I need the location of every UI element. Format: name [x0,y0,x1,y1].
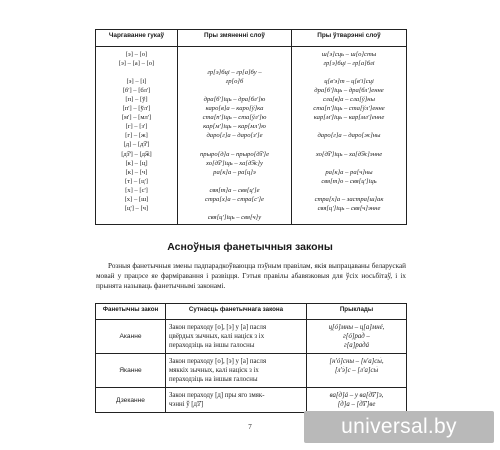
example-line: [н'ó]сны – [н'а]сы́, [329,358,384,366]
table-row [96,354,407,388]
alternation-cell: [ц'] – [ч] [124,204,149,212]
inflection-example [180,50,289,59]
watermark: universal.by [304,411,494,443]
alternation-cell: [п'] – [ўл'] [122,105,151,113]
derivation-example: сла[в]а – сла[ў]ны [322,96,376,104]
derivation-example [294,159,404,168]
alternation-column [96,47,178,225]
law-examples [307,388,407,413]
alternation-cell: [т] – [ц'] [125,177,148,185]
inflection-example: гр[о]б [225,78,244,86]
table-row [96,320,407,354]
inflection-example: ра[к]а – ра[ц]э [213,168,256,176]
alternation-cell: [б'] – [бл'] [122,87,151,95]
derivation-example: кар[м']іць – кар[мл']енне [313,114,385,122]
alternation-cell: [д͡з'] – [д͡ж] [121,150,152,158]
derivation-example: свя[т]о – свя[ц']іць [321,177,377,185]
derivation-example [294,186,404,195]
essence-line: Закон пераходу [о], [э] у [а] пасля [169,324,267,331]
inflection-example: гр[э]бці – гр[а]бу – [207,69,262,77]
alternation-cell: [д] – [д͡з'] [123,141,150,149]
header-law: Фанетычны закон [96,304,166,320]
alternation-cell: [м'] – [мл'] [121,114,152,122]
alternation-cell: [г] – [ж] [125,132,148,140]
table-header-row [96,30,407,47]
derivation-example [294,68,404,77]
derivation-example: ш[э]сць – ш[о]сты [321,51,377,58]
intro-paragraph: Розныя фанетычныя змены падпарадкоўваюцца пэўным правілам, якія выпрацаваны беларускай мовай у працэсе яе фарміравання і развіцця. Гэтыя правілы абавязковыя для ўсіх носьбітаў, і іх прынята называць фанетычнымі законамі. [96,262,406,290]
inflection-example: свя[ц']іць – свя[ч]у [207,213,262,221]
example-line: ц[ó]мны – ц[а]мнé, [328,324,385,331]
alternation-cell: [г] – [з'] [125,123,148,131]
example-line: ва[д]á – у ва[д͡з']э, [329,392,384,400]
inflection-example: свя[т]а – свя[ц']е [209,186,260,194]
inflection-example [180,59,289,68]
inflection-example [180,140,289,149]
law-name: Дзеканне [96,388,166,413]
inflection-example [180,177,289,186]
alternation-cell: [э] – [о] [125,51,148,58]
header-essence: Сутнасць фанетычнага закона [166,304,307,320]
law-name: Яканне [96,354,166,388]
derivation-example: дра[б']іць – дра[бл']енне [314,87,384,95]
inflection-example: кар[м']іць – кар[мл']ю [203,123,266,131]
alternation-cell: [х] – [с'] [125,186,148,194]
inflection-example: прыро[д]а – прыро[д͡з']е [199,150,270,158]
sound-alternation-table [95,29,407,225]
header-examples: Прыклады [307,304,407,320]
alternation-cell: [э] – [і] [126,78,147,86]
derivation-example [294,122,404,131]
alternation-cell: [к] – [ч] [125,168,148,176]
alternation-cell: [к] – [ц] [125,159,148,167]
section-title: Асноўныя фанетычныя законы [167,241,333,253]
inflection-example: дра[б']іць – дра[бл']ю [203,96,266,104]
essence-line: Закон пераходу [о], [э] у [а] пасля [169,358,267,366]
header-inflection: Пры змяненні слоў [178,30,292,47]
essence-line: Закон пераходу [д] пры яго змяк- [169,392,265,400]
alternation-cell [98,68,175,77]
phonetic-laws-table [95,303,407,413]
table-body-row [96,47,407,225]
inflection-example: даро[г]а – даро[з']е [206,132,263,140]
inflection-example: ста[п']іць – ста[ўл']ю [202,114,267,122]
inflection-example [180,204,289,213]
derivation-example: стра[х]а – застра[ш]ак [314,195,384,203]
derivation-example: ц[в'э]т – ц[в'і]сці [324,78,374,86]
inflection-example: стра[х]а – стра[с']е [205,195,264,203]
derivation-example: ста[п']іць – ста[ўл']енне [313,105,385,113]
law-essence [166,354,307,388]
law-essence [166,320,307,354]
law-examples [307,354,407,388]
derivation-example: свя[ц']іць – свя[ч]энне [317,204,381,212]
essence-line: чэнні ў [д͡з'] [169,401,204,409]
inflection-column [178,47,292,225]
example-line: г[а]радá [344,342,369,350]
header-alternation: Чаргаванне гукаў [96,30,178,47]
inflection-example [180,86,289,95]
law-name: Аканне [96,320,166,354]
derivation-example: хо[д͡з']іць – ха[д͡ж]энне [315,150,383,158]
essence-line: цвёрдых зычных, калі націск з іх [169,333,265,341]
derivation-example: даро[г]а – даро[ж]ны [317,132,381,140]
example-line: г[ó]рад – [343,333,370,341]
derivation-example: гр[э]бці – гр[а]блі [323,60,375,68]
alternation-cell: [п] – [ў] [125,96,148,104]
header-derivation: Пры ўтварэнні слоў [292,30,407,47]
table-header-row [96,304,407,320]
inflection-example: каро[в]а – каро[ў]ка [205,105,264,113]
table-row [96,388,407,413]
alternation-cell: [э] – [а] – [о] [118,60,155,68]
inflection-example: хо[д͡з']іць – ха[д͡ж]у [206,159,263,167]
alternation-cell: [х] – [ш] [124,195,149,203]
essence-line: мяккіх зычных, калі націск з іх [169,367,259,375]
law-essence [166,388,307,413]
example-line: [л'э́]с – [л'а]сы́ [334,367,379,375]
essence-line: пераходзіць на іншыя галосны [169,376,258,384]
derivation-column [292,47,407,225]
derivation-example: ра[к]а – ра[ч]ны [325,168,373,176]
essence-line: пераходзіць на іншы галосны [169,342,255,350]
page-number: 7 [248,423,252,431]
law-examples [307,320,407,354]
example-line: [д]а – [д͡з']ве [337,401,376,409]
derivation-example [294,140,404,149]
